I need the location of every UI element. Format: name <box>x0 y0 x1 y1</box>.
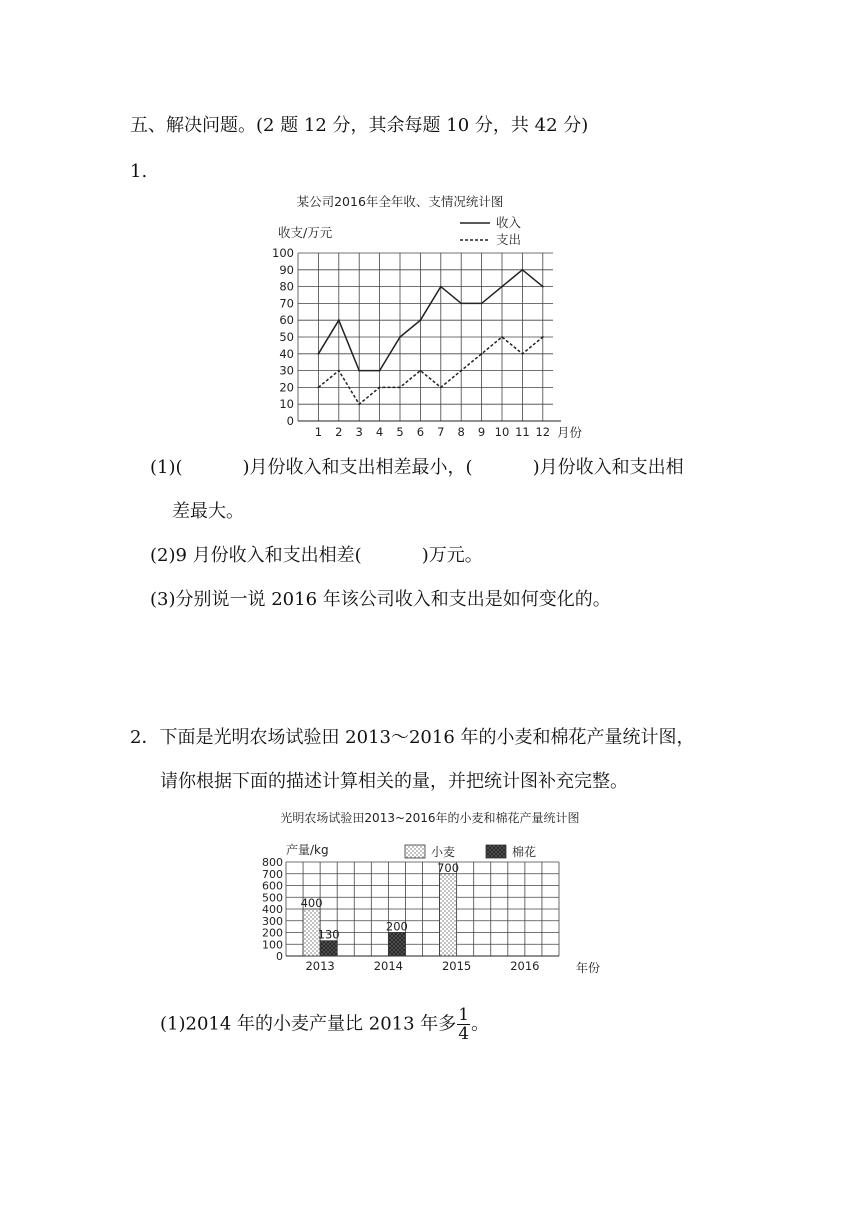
chart2-ytick-label: 600 <box>262 879 283 893</box>
chart1-point-expense <box>542 336 544 338</box>
chart2-xtick-label: 2014 <box>373 959 404 973</box>
question-1-number: 1. <box>130 161 148 182</box>
chart1-point-expense <box>420 370 422 372</box>
chart2-xlabel: 年份 <box>576 961 601 975</box>
chart1-point-income <box>542 286 544 288</box>
chart1-point-income <box>358 370 360 372</box>
chart1-xtick-label: 5 <box>396 425 404 439</box>
chart1-ytick-label: 70 <box>279 296 294 311</box>
chart1-point-expense <box>460 370 462 372</box>
chart2-ytick-label: 800 <box>262 856 283 869</box>
chart1-xtick-label: 9 <box>477 425 486 439</box>
chart1-xtick-label: 8 <box>457 425 465 439</box>
chart1-point-expense <box>338 370 340 372</box>
chart2-bar-label: 200 <box>385 919 408 934</box>
chart2-bar-wheat <box>440 874 457 956</box>
q1-part1-line1 <box>150 456 684 480</box>
chart1-point-income <box>420 319 422 321</box>
chart1-ytick-label: 20 <box>279 380 294 395</box>
chart2-ytick-label: 200 <box>262 926 283 940</box>
chart1-xtick-label: 2 <box>335 425 343 439</box>
chart1-point-income <box>399 336 401 338</box>
chart2-ytick-label: 100 <box>262 938 283 952</box>
chart1-xtick-label: 6 <box>416 425 425 439</box>
chart2-title: 光明农场试验田2013~2016年的小麦和棉花产量统计图 <box>280 811 580 825</box>
chart1-ytick-label: 0 <box>286 414 294 428</box>
chart1-point-income <box>460 303 462 305</box>
chart2-bar-label: 130 <box>317 927 340 942</box>
q1-part1-line2: 差最大。 <box>172 501 244 522</box>
chart2-ytick-label: 0 <box>276 950 283 963</box>
chart1-ytick-label: 40 <box>279 346 294 361</box>
chart2-ytick-label: 700 <box>262 867 283 881</box>
chart1-ytick-label: 60 <box>279 313 294 328</box>
chart2-legend-cotton-swatch <box>486 845 506 858</box>
chart2-ytick-label: 300 <box>262 914 283 928</box>
chart2-bar-label: 700 <box>437 860 460 875</box>
chart1-point-income <box>501 286 503 288</box>
chart1-point-expense <box>440 387 442 389</box>
chart1-point-income <box>338 319 340 321</box>
chart2-legend-wheat: 小麦 <box>431 845 456 859</box>
chart2-bar-label: 400 <box>300 896 323 910</box>
chart1-xtick-label: 11 <box>515 425 530 439</box>
chart1-ytick-label: 100 <box>272 246 294 260</box>
q1-part2-text-a: (2)9 月份收入和支出相差( <box>150 545 362 566</box>
q2-part1 <box>160 1006 489 1043</box>
chart1-point-expense <box>358 403 360 405</box>
chart1-xtick-label: 4 <box>375 425 384 439</box>
chart2-bar-cotton <box>320 941 337 956</box>
chart1-title: 某公司2016年全年收、支情况统计图 <box>296 194 504 209</box>
chart1-xtick-label: 3 <box>355 425 363 439</box>
chart1-point-expense <box>379 387 381 389</box>
chart1-ytick-label: 10 <box>279 397 294 412</box>
q2-part1-text-a: (1)2014 年的小麦产量比 2013 年多 <box>160 1013 457 1035</box>
chart1-grid <box>298 253 561 421</box>
chart1-point-income <box>379 370 381 372</box>
fraction-one-quarter <box>457 1006 470 1043</box>
chart1-legend-income: 收入 <box>496 215 522 230</box>
chart2-xtick-label: 2015 <box>441 959 472 973</box>
chart2-bar-cotton <box>388 933 405 957</box>
fraction-numerator: 1 <box>458 1005 470 1025</box>
chart2-ytick-label: 500 <box>262 891 283 905</box>
q1-part1-text-a: (1)( <box>150 457 183 478</box>
q1-part1-text-c: )月份收入和支出相 <box>532 457 684 478</box>
chart1-point-expense <box>501 336 503 338</box>
chart1-xtick-label: 10 <box>494 425 510 439</box>
chart1-point-income <box>481 303 483 305</box>
chart1-xlabel: 月份 <box>557 425 583 440</box>
chart1-xtick-label: 7 <box>437 425 445 439</box>
section-heading: 五、解决问题。(2 题 12 分，其余每题 10 分，共 42 分) <box>130 115 589 136</box>
question-2-line1: 2．下面是光明农场试验田 2013～2016 年的小麦和棉花产量统计图， <box>130 727 695 748</box>
chart2-legend-cotton: 棉花 <box>512 845 537 859</box>
chart1-ylabel: 收支/万元 <box>278 225 333 240</box>
q1-part2 <box>150 544 483 568</box>
chart1-point-income <box>318 353 320 355</box>
chart1-ytick-label: 80 <box>279 279 294 294</box>
income-expense-line-chart <box>270 190 600 440</box>
chart1-point-expense <box>522 353 524 355</box>
chart2-ylabel: 产量/kg <box>286 843 329 857</box>
chart1-ytick-label: 30 <box>279 363 294 378</box>
chart1-point-expense <box>399 387 401 389</box>
q1-part3: (3)分别说一说 2016 年该公司收入和支出是如何变化的。 <box>150 589 611 610</box>
chart2-legend-wheat-swatch <box>405 845 425 858</box>
question-2-line2: 请你根据下面的描述计算相关的量，并把统计图补充完整。 <box>160 771 628 792</box>
chart1-point-income <box>522 269 524 271</box>
q2-part1-text-b: 。 <box>471 1013 490 1035</box>
chart1-point-expense <box>481 353 483 355</box>
chart1-xtick-label: 12 <box>535 425 551 439</box>
fraction-denominator: 4 <box>458 1024 470 1044</box>
wheat-cotton-bar-chart <box>250 808 610 978</box>
chart1-ytick-label: 50 <box>279 330 294 344</box>
chart1-legend-expense: 支出 <box>496 232 522 247</box>
chart1-point-income <box>440 286 442 288</box>
chart2-xtick-label: 2016 <box>510 959 540 973</box>
chart1-ytick-label: 90 <box>279 262 294 277</box>
chart2-ytick-label: 400 <box>262 903 283 916</box>
chart2-xtick-label: 2013 <box>305 959 335 973</box>
q1-part1-text-b: )月份收入和支出相差最小，( <box>242 457 473 478</box>
chart1-point-expense <box>318 387 320 389</box>
q1-part2-text-b: )万元。 <box>421 545 483 566</box>
chart1-xtick-label: 1 <box>314 425 323 439</box>
